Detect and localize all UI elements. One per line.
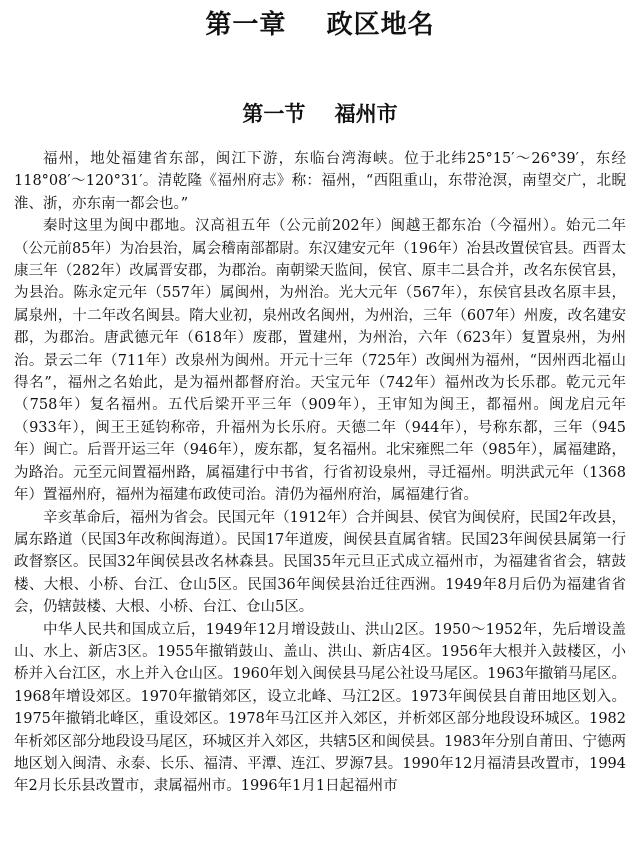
paragraph-history-ancient: 秦时这里为闽中郡地。汉高祖五年（公元前202年）闽越王都东冶（今福州）。始元二年（公元前85年）为冶县治，属会稽南部都尉。东汉建安元年（196年）冶县改置侯官县。西晋太康三年（282年）改属晋安郡，为郡治。南朝梁天监间，侯官、原丰二县合并，改名东侯官县，为县治。陈永定元年（557年）属闽州，为州治。光大元年（567年），东侯官县改名原丰县，属泉州，十二年改名闽县。隋大业初，泉州改名闽州，为州治，三年（607年）州废，改名建安郡，为郡治。唐武德元年（618年）废郡，置建州，为州治，六年（623年）复置泉州，为州治。景云二年（711年）改泉州为闽州。开元十三年（725年）改闽州为福州，“因州西北福山得名”，福州之名始此，是为福州都督府治。天宝元年（742年）福州改为长乐郡。乾元元年（758年）复名福州。五代后梁开平三年（909年），王审知为闽王，都福州。闽龙启元年（933年），闽王王延钧称帝，升福州为长乐府。天德二年（944年），号称东都，三年（945年）闽亡。后晋开运三年（946年），废东都，复名福州。北宋雍熙二年（985年），属福建路，为路治。元至元间置福州路，属福建行中书省，行省初设泉州，寻迁福州。明洪武元年（1368年）置福州府，福州为福建布政使司治。清仍为福州府治，属福建行省。: [14, 218, 626, 504]
paragraph-history-republic: 辛亥革命后，福州为省会。民国元年（1912年）合并闽县、侯官为闽侯府，民国2年改县，属东路道（民国3年改称闽海道）。民国17年道废，闽侯县直属省辖。民国23年闽侯县属第一行政督察区。民国32年闽侯县改名林森县。民国35年元旦正式成立福州市，为福建省省会，辖鼓楼、大根、小桥、台江、仓山5区。民国36年闽侯县治迁往西洲。1949年8月后仍为福建省省会，仍辖鼓楼、大根、小桥、台江、仓山5区。: [14, 509, 626, 616]
paragraph-history-prc: 中华人民共和国成立后，1949年12月增设鼓山、洪山2区。1950～1952年，先后增设盖山、水上、新店3区。1955年撤销鼓山、盖山、洪山、新店4区。1956年大根并入鼓楼区，小桥并入台江区，水上并入仓山区。1960年划入闽侯县马尾公社设马尾区。1963年撤销马尾区。1968年增设郊区。1970年撤销郊区，设立北峰、马江2区。1973年闽侯县自莆田地区划入。1975年撤销北峰区，重设郊区。1978年马江区并入郊区，并析郊区部分地段设环城区。1982年析郊区部分地段设马尾区，环城区并入郊区，共辖5区和闽侯县。1983年分别自莆田、宁德两地区划入闽清、永泰、长乐、福清、平潭、连江、罗源7县。1990年12月福清县改置市，1994年2月长乐县改置市，隶属福州市。1996年1月1日起福州市: [14, 621, 626, 795]
body-text: [14, 148, 626, 798]
section-title: 第一节 福州市: [242, 101, 398, 126]
paragraph-location: 福州，地处福建省东部，闽江下游，东临台湾海峡。位于北纬25°15′～26°39′，东经118°08′～120°31′。清乾隆《福州府志》称：福州，“西阻重山，东带沧溟，南望交广，北睨淮、浙，亦东南一都会也。”: [14, 151, 626, 212]
chapter-title: 第一章 政区地名: [205, 10, 435, 40]
